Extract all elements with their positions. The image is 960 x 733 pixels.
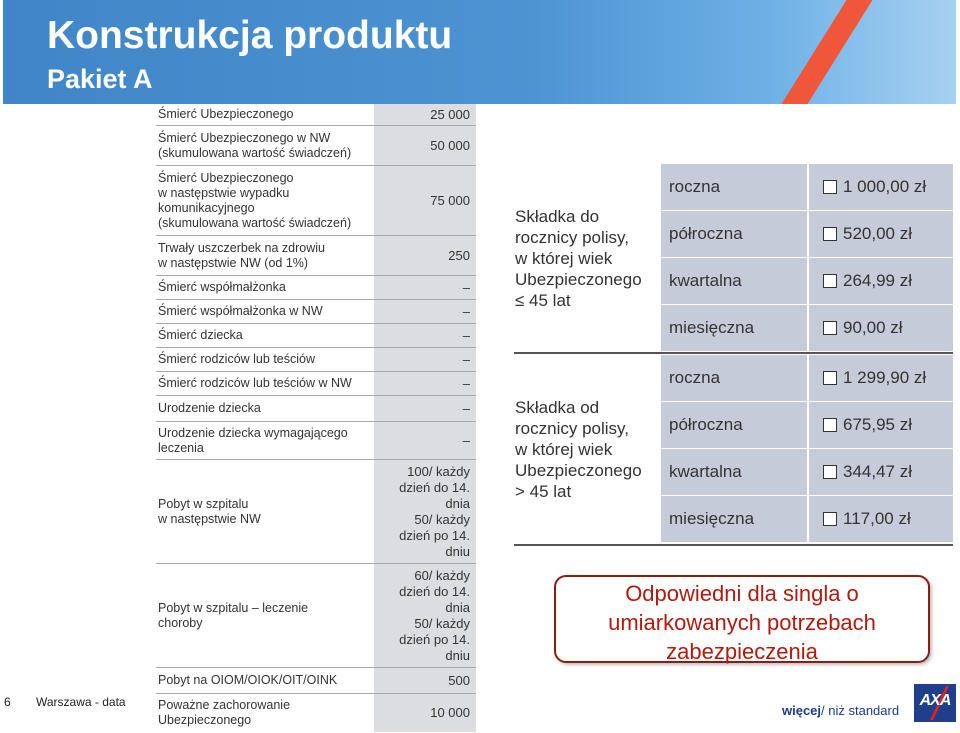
- benefit-value: 10 000: [374, 694, 476, 732]
- benefit-label: Śmierć Ubezpieczonego: [158, 107, 294, 121]
- benefit-label: Urodzenie dziecka: [158, 401, 261, 415]
- premium-amount-cell: [809, 402, 953, 448]
- benefits-table: [156, 104, 476, 732]
- premium-row: [660, 402, 953, 449]
- table-row: [156, 166, 476, 236]
- premium-amount-cell: [809, 258, 953, 304]
- benefit-value: 50 000: [374, 126, 476, 165]
- benefit-value: 250: [374, 236, 476, 275]
- callout-box: [554, 575, 930, 663]
- table-row: [156, 276, 476, 300]
- benefit-label: Urodzenie dziecka wymagającego leczenia: [158, 425, 348, 455]
- benefit-label: Pobyt w szpitalu – leczenie choroby: [158, 600, 309, 630]
- premium-block-label: Składka do rocznicy polisy, w której wiek Ubezpieczonego ≤ 45 lat: [515, 206, 642, 310]
- payment-period: roczna: [661, 164, 807, 210]
- benefit-label: Śmierć rodziców lub teściów: [158, 352, 315, 366]
- table-row: [156, 668, 476, 694]
- benefit-value: –: [374, 348, 476, 371]
- table-row: [156, 372, 476, 396]
- premium-amount-cell: [809, 449, 953, 495]
- page-subtitle: Pakiet A: [47, 64, 153, 94]
- table-row: [156, 694, 476, 732]
- payment-period: miesięczna: [661, 305, 807, 351]
- table-row: [156, 236, 476, 276]
- premium-block-under-45: [514, 164, 953, 352]
- benefit-label: Śmierć Ubezpieczonego w następstwie wypadku komunikacyjnego (skumulowana wartość świadczeń): [158, 170, 352, 230]
- premium-amount-cell: [809, 211, 953, 257]
- benefit-label: Pobyt w szpitalu w następstwie NW: [158, 496, 261, 526]
- benefit-value: –: [374, 396, 476, 421]
- brand-slogan: [782, 703, 899, 718]
- payment-period: roczna: [661, 355, 807, 401]
- benefit-value: –: [374, 324, 476, 347]
- benefit-value: 25 000: [374, 104, 476, 125]
- premium-amount-cell: [809, 355, 953, 401]
- table-row: [156, 324, 476, 348]
- premium-amount: 675,95 zł: [843, 415, 912, 434]
- checkbox-icon[interactable]: [823, 371, 837, 385]
- page-title: Konstrukcja produktu: [47, 14, 453, 57]
- checkbox-icon[interactable]: [823, 180, 837, 194]
- callout-line: Odpowiedni dla singla o: [625, 581, 859, 606]
- callout-line: umiarkowanych potrzebach: [608, 610, 876, 635]
- premium-amount-cell: [809, 164, 953, 210]
- table-row: [156, 348, 476, 372]
- logo-text: AXA: [919, 692, 951, 709]
- benefit-value: –: [374, 372, 476, 395]
- axa-logo-icon: [914, 684, 956, 722]
- premium-row: [660, 449, 953, 496]
- premium-amount-cell: [809, 305, 953, 351]
- brand-slogan-rest: / niż standard: [821, 703, 900, 718]
- premium-row: [660, 305, 953, 352]
- checkbox-icon[interactable]: [823, 321, 837, 335]
- table-row: [156, 564, 476, 668]
- benefit-value: 60/ każdy dzień do 14. dnia 50/ każdy dzień po 14. dniu: [374, 564, 476, 667]
- callout-line: zabezpieczenia: [666, 639, 818, 664]
- benefit-value: –: [374, 422, 476, 459]
- payment-period: miesięczna: [661, 496, 807, 542]
- benefit-value: 75 000: [374, 166, 476, 235]
- benefit-label: Śmierć współmałżonka w NW: [158, 304, 323, 318]
- premium-row: [660, 211, 953, 258]
- premium-table: [514, 164, 953, 546]
- premium-amount: 117,00 zł: [843, 509, 911, 528]
- premium-amount: 344,47 zł: [843, 462, 912, 481]
- table-row: [156, 422, 476, 460]
- benefit-value: 500: [374, 668, 476, 693]
- premium-row: [660, 355, 953, 402]
- payment-period: kwartalna: [661, 258, 807, 304]
- premium-block-label: Składka od rocznicy polisy, w której wiek Ubezpieczonego > 45 lat: [515, 397, 642, 501]
- premium-amount: 1 000,00 zł: [843, 177, 927, 196]
- benefit-label: Śmierć dziecka: [158, 328, 243, 342]
- premium-amount: 520,00 zł: [843, 224, 912, 243]
- accent-stripe: [759, 0, 885, 104]
- payment-period: kwartalna: [661, 449, 807, 495]
- benefit-label: Śmierć współmałżonka: [158, 280, 286, 294]
- checkbox-icon[interactable]: [823, 418, 837, 432]
- benefit-label: Śmierć rodziców lub teściów w NW: [158, 376, 352, 390]
- footer-location: Warszawa - data: [36, 695, 126, 709]
- premium-amount-cell: [809, 496, 953, 542]
- benefit-label: Trwały uszczerbek na zdrowiu w następstwie NW (od 1%): [158, 240, 325, 270]
- benefit-value: –: [374, 300, 476, 323]
- payment-period: półroczna: [661, 402, 807, 448]
- checkbox-icon[interactable]: [823, 512, 837, 526]
- table-row: [156, 300, 476, 324]
- slide-header: [3, 0, 956, 104]
- premium-row: [660, 258, 953, 305]
- payment-period: półroczna: [661, 211, 807, 257]
- page-number: 6: [4, 695, 11, 709]
- table-row: [156, 460, 476, 564]
- benefit-label: Poważne zachorowanie Ubezpieczonego: [158, 698, 291, 727]
- table-bottom-border: [514, 544, 953, 546]
- premium-amount: 90,00 zł: [843, 318, 903, 337]
- benefit-value: –: [374, 276, 476, 299]
- table-row: [156, 126, 476, 166]
- block-divider: [514, 352, 953, 354]
- premium-amount: 264,99 zł: [843, 271, 912, 290]
- premium-block-over-45: [514, 355, 953, 543]
- benefit-label: Śmierć Ubezpieczonego w NW (skumulowana wartość świadczeń): [158, 130, 352, 160]
- premium-amount: 1 299,90 zł: [843, 368, 927, 387]
- benefit-label: Pobyt na OIOM/OIOK/OIT/OINK: [158, 673, 338, 687]
- table-row: [156, 104, 476, 126]
- premium-row: [660, 164, 953, 211]
- table-row: [156, 396, 476, 422]
- brand-slogan-bold: więcej: [782, 703, 822, 718]
- checkbox-icon[interactable]: [823, 227, 837, 241]
- benefit-value: 100/ każdy dzień do 14. dnia 50/ każdy dzień po 14. dniu: [374, 460, 476, 563]
- premium-row: [660, 496, 953, 543]
- checkbox-icon[interactable]: [823, 465, 837, 479]
- checkbox-icon[interactable]: [823, 274, 837, 288]
